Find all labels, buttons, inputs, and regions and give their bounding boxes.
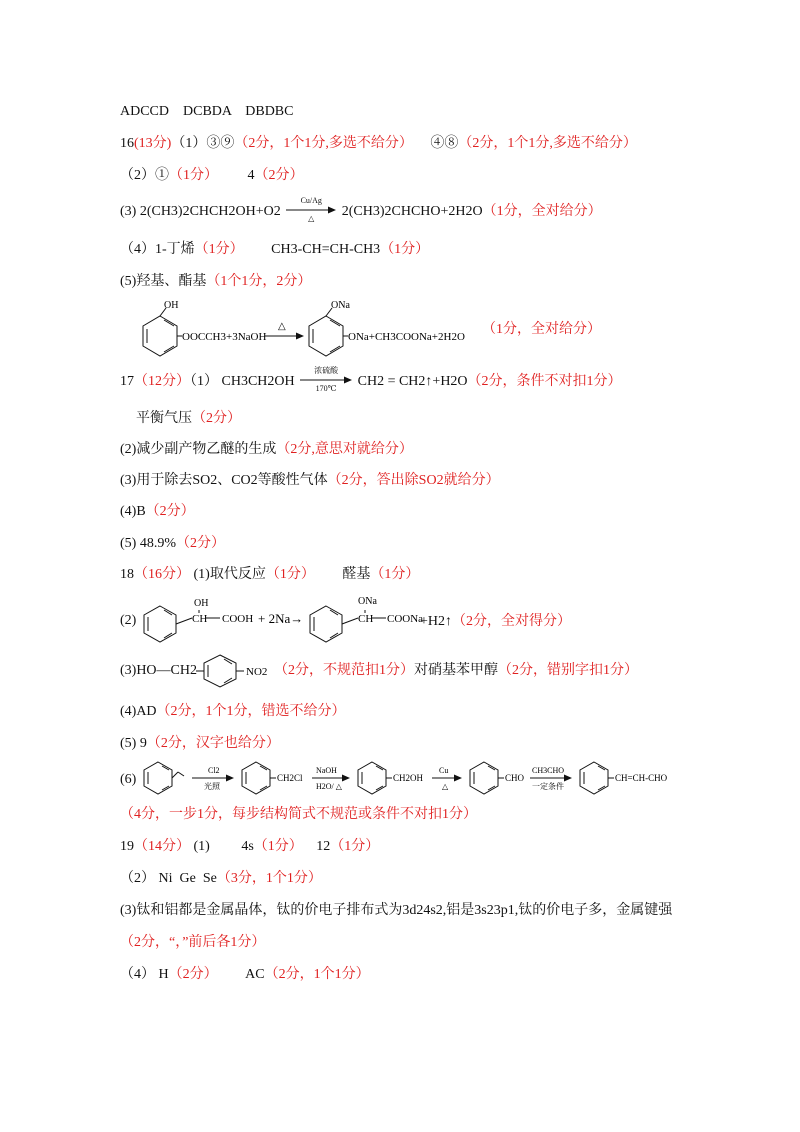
q18-part4: (4)AD（2分，1个1分，错选不给分）	[120, 704, 346, 719]
q17-part5: (5) 48.9%（2分）	[120, 536, 225, 551]
svg-text:H2O/ △: H2O/ △	[316, 782, 342, 791]
q16-part5-eq-note: （1分，全对给分）	[482, 322, 601, 337]
q18-part2-h2: +H2↑（2分，全对得分）	[420, 614, 572, 629]
svg-text:NO2: NO2	[246, 666, 268, 678]
svg-text:光照: 光照	[204, 782, 220, 791]
q17-part3: (3)用于除去SO2、CO2等酸性气体（2分，答出除SO2就给分）	[120, 473, 500, 488]
svg-text:COOH: COOH	[222, 613, 254, 625]
q19-part3: (3)钛和铝都是金属晶体，钛的价电子排布式为3d24s2,铝是3s23p1,钛的价电子多，金属键强	[120, 903, 673, 918]
svg-text:ONa: ONa	[358, 596, 377, 607]
svg-text:CH=CH-CHO: CH=CH-CHO	[615, 773, 668, 783]
benzene-ring	[309, 316, 343, 356]
svg-text:CHO: CHO	[505, 773, 525, 783]
svg-text:一定条件: 一定条件	[532, 782, 564, 791]
product-label: ONa+CH3COONa+2H2O	[348, 331, 465, 343]
q18-part5: (5) 9（2分，汉字也给分）	[120, 736, 280, 751]
svg-text:△: △	[278, 321, 286, 332]
q18-part6-synthesis-route	[140, 757, 680, 799]
svg-text:CH2Cl: CH2Cl	[277, 773, 303, 783]
svg-text:CH: CH	[192, 613, 208, 625]
q16-part5: (5)羟基、酯基（1个1分，2分）	[120, 274, 312, 289]
reactant-label: OOCCH3+3NaOH	[182, 331, 267, 343]
q17-part2: (2)减少副产物乙醚的生成（2分,意思对就给分）	[120, 442, 413, 457]
q17-part4: (4)B（2分）	[120, 504, 195, 519]
ona-label: ONa	[331, 300, 350, 311]
q16-part3-equation: (3) 2(CH3)2CHCH2OH+O2 Cu/Ag △ 2(CH3)2CHCHO+2H2O（1分，全对给分）	[120, 196, 602, 223]
q16-part4: （4）1-丁烯（1分） CH3-CH=CH-CH3（1分）	[120, 242, 430, 257]
q17-part1-extra: 平衡气压（2分）	[136, 411, 241, 426]
q19-part3-note: （2分，“，”前后各1分）	[120, 935, 266, 950]
q19-part1: 19（14分） (1) 4s（1分） 12（1分）	[120, 839, 380, 854]
svg-text:CH: CH	[358, 613, 374, 625]
q18-part6-label: (6)	[120, 772, 137, 787]
svg-text:CH2OH: CH2OH	[393, 773, 424, 783]
svg-text:△: △	[442, 782, 449, 791]
q16-part2: （2）①（1分） 4（2分）	[120, 168, 304, 183]
q18-part2-label: (2)	[120, 613, 137, 628]
svg-text:Cl2: Cl2	[208, 766, 220, 775]
q18-part6-note: （4分，一步1分，每步结构简式不规范或条件不对扣1分）	[120, 807, 477, 822]
q19-part4: （4） H（2分） AC（2分，1个1分）	[120, 967, 370, 982]
q19-part2: （2） Ni Ge Se（3分，1个1分）	[120, 871, 322, 886]
svg-text:COONa: COONa	[387, 613, 424, 625]
oh-label: OH	[164, 300, 179, 311]
svg-text:NaOH: NaOH	[316, 766, 337, 775]
q16-part1: 16(13分)（1）③⑨（2分，1个1分,多选不给分） ④⑧（2分，1个1分,多选不给分）	[120, 136, 637, 151]
q18-part1: 18（16分） (1)取代反应（1分） 醛基（1分）	[120, 567, 420, 582]
svg-text:+ 2Na→: + 2Na→	[258, 611, 304, 626]
benzene-ring	[143, 316, 177, 356]
q18-part3-ring	[196, 652, 276, 690]
svg-text:OH: OH	[194, 598, 209, 609]
reaction-arrow: 浓硫酸 170℃	[300, 373, 352, 391]
svg-text:CH3CHO: CH3CHO	[532, 766, 565, 775]
reaction-arrow: Cu/Ag △	[286, 203, 336, 221]
q17-part1: 17（12分）（1） CH3CH2OH 浓硫酸 170℃ CH2 = CH2↑+H2O（2分，条件不对扣1分）	[120, 366, 622, 393]
q18-part3: (3)HO—CH2	[120, 663, 197, 678]
q18-part2-equation	[140, 592, 450, 644]
q18-part3-notes: （2分，不规范扣1分）对硝基苯甲醇（2分，错别字扣1分）	[274, 663, 638, 678]
mc-answers: ADCCD DCBDA DBDBC	[120, 104, 294, 119]
svg-text:Cu: Cu	[439, 766, 449, 775]
